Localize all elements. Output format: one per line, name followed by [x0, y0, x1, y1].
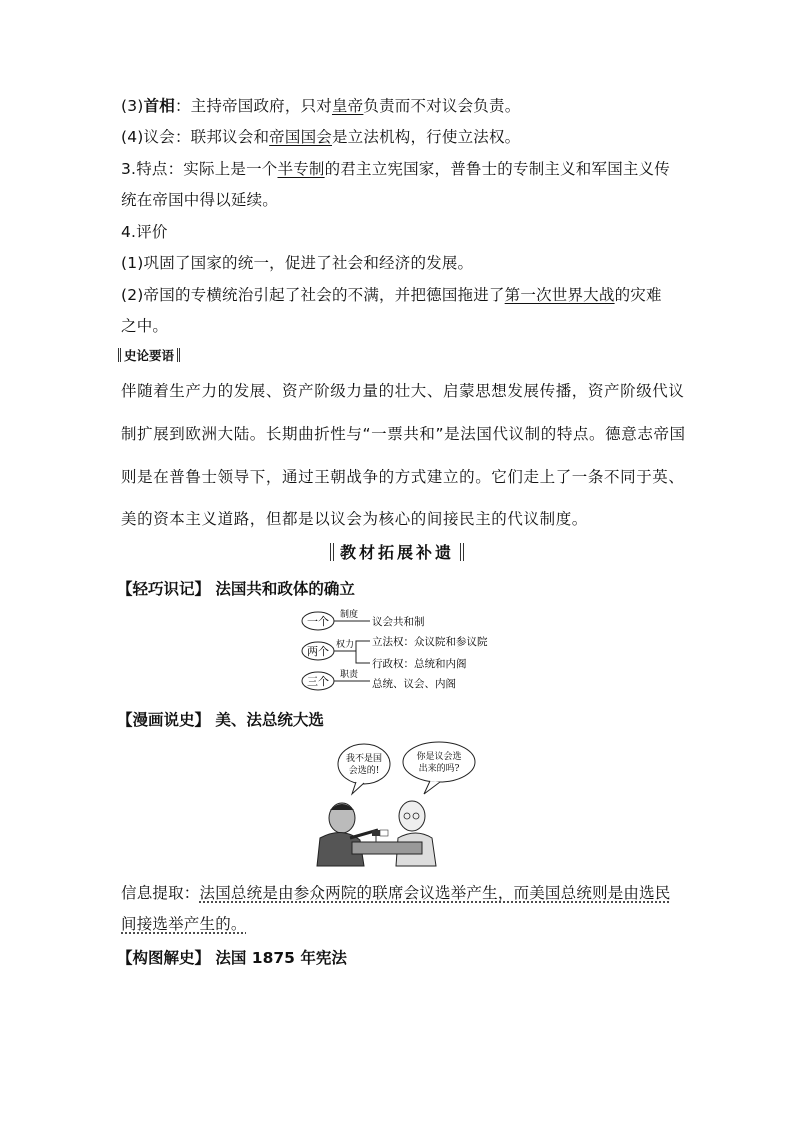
french-figure — [396, 801, 436, 866]
info-text: 法国总统是由参众两院的联席会议选举产生，而美国总统则是由选民 — [199, 884, 671, 902]
text-line-parliament — [121, 126, 520, 148]
diagram-item: 总统、议会、内阁 — [372, 678, 456, 690]
info-line-1 — [121, 882, 671, 904]
svg-text:出来的吗?: 出来的吗? — [418, 764, 460, 774]
composition-heading: 【构图解史】 法国 1875 年宪法 — [117, 949, 347, 967]
tag-bar-icon — [118, 348, 121, 362]
summary-line-1: 伴随着生产力的发展、资产阶级力量的壮大、启蒙思想发展传播，资产阶级代议 — [121, 382, 685, 400]
summary-line-2: 制扩展到欧洲大陆。长期曲折性与“一票共和”是法国代议制的特点。德意志帝国 — [121, 425, 686, 443]
svg-text:一个: 一个 — [307, 615, 329, 628]
svg-text:我不是国: 我不是国 — [345, 754, 383, 764]
section-title-text: 教材拓展补遗 — [340, 543, 455, 562]
info-label: 信息提取： — [121, 884, 200, 902]
section-tag-label: 史论要语 — [124, 348, 175, 363]
text-span: 的灾难 — [614, 286, 662, 304]
summary-line-3: 则是在普鲁士领导下，通过王朝战争的方式建立的。它们走上了一条不同于英、 — [121, 468, 685, 486]
title-bar-icon — [330, 543, 334, 561]
text-line-evaluation-2 — [121, 284, 662, 306]
text-line-features — [121, 158, 670, 180]
diagram-item: 立法权：众议院和参议院 — [372, 636, 488, 648]
text-span: (4)议会：联邦议会和 — [121, 128, 270, 146]
underlined-term: 第一次世界大战 — [504, 286, 615, 304]
info-text: 间接选举产生的。 — [121, 915, 247, 933]
text-line-premier — [121, 95, 520, 117]
info-line-2 — [121, 913, 247, 935]
node-three — [302, 672, 334, 690]
text-line-evaluation-2-cont: 之中。 — [121, 317, 169, 335]
text-line-evaluation-head: 4.评价 — [121, 223, 168, 241]
diagram-item: 行政权：总统和内阁 — [372, 658, 467, 670]
text-span: 是立法机构，行使立法权。 — [331, 128, 521, 146]
text-span-bold: 首相 — [143, 97, 175, 115]
text-span: 负责而不对议会负责。 — [363, 97, 521, 115]
svg-text:两个: 两个 — [307, 645, 329, 658]
text-line-evaluation-1: (1)巩固了国家的统一，促进了社会和经济的发展。 — [121, 254, 474, 272]
american-figure — [317, 803, 378, 866]
edge-label: 职责 — [340, 670, 359, 680]
text-span: (3) — [121, 97, 144, 115]
mnemonic-diagram — [298, 606, 508, 696]
diagram-item: 议会共和制 — [372, 616, 425, 628]
cartoon-heading: 【漫画说史】 美、法总统大选 — [117, 711, 324, 729]
tag-bar-icon — [177, 348, 180, 362]
svg-text:三个: 三个 — [307, 675, 329, 688]
section-title — [330, 540, 464, 563]
text-span: (2)帝国的专横统治引起了社会的不满，并把德国拖进了 — [121, 286, 505, 304]
underlined-term: 半专制 — [277, 160, 325, 178]
text-span: 3.特点：实际上是一个 — [121, 160, 278, 178]
svg-text:你是议会选: 你是议会选 — [416, 752, 462, 762]
node-two — [302, 642, 334, 660]
text-span: 的君主立宪国家，普鲁士的专制主义和军国主义传 — [324, 160, 671, 178]
underlined-term: 皇帝 — [331, 97, 364, 115]
mnemonic-heading: 【轻巧识记】 法国共和政体的确立 — [117, 580, 355, 598]
summary-line-4: 美的资本主义道路，但都是以议会为核心的间接民主的代议制度。 — [121, 510, 588, 528]
title-bar-icon — [460, 543, 464, 561]
speech-bubble-left — [338, 744, 390, 794]
speech-bubble-right — [403, 742, 475, 794]
svg-text:会选的!: 会选的! — [348, 766, 380, 776]
edge-label: 权力 — [336, 640, 355, 650]
cartoon-image — [312, 738, 482, 868]
text-span: ：主持帝国政府，只对 — [174, 97, 332, 115]
edge-label: 制度 — [340, 610, 359, 620]
text-line-features-cont: 统在帝国中得以延续。 — [121, 191, 279, 209]
section-tag — [118, 346, 180, 364]
underlined-term: 帝国国会 — [269, 128, 332, 146]
node-one — [302, 612, 334, 630]
